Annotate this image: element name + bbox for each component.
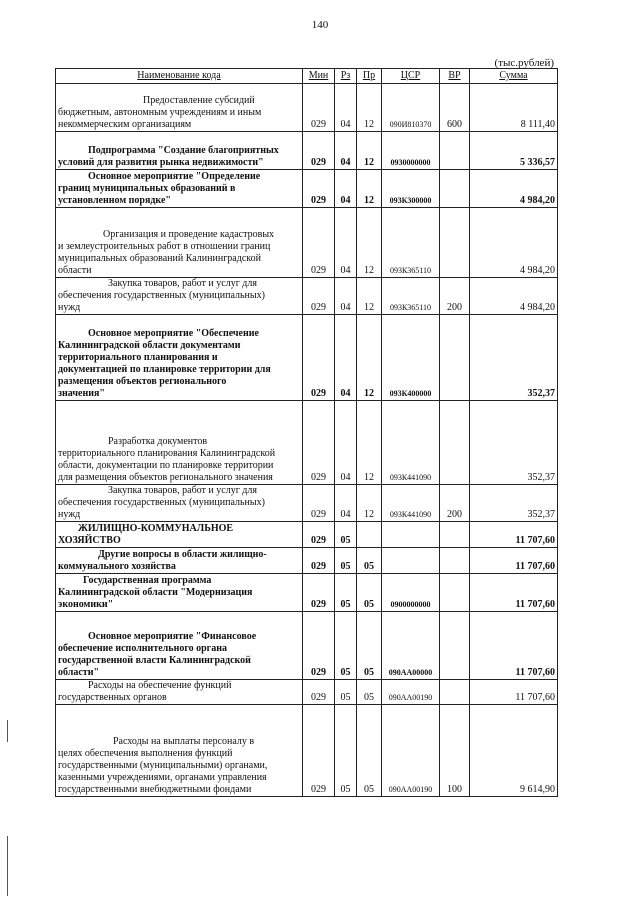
cell-pr <box>357 522 382 548</box>
cell-min: 029 <box>303 315 335 401</box>
cell-name-line: государственными внебюджетными фондами <box>58 784 252 795</box>
cell-min: 029 <box>303 705 335 797</box>
cell-pr: 05 <box>357 680 382 705</box>
cell-sum: 4 984,20 <box>470 208 558 278</box>
cell-min: 029 <box>303 522 335 548</box>
table-row <box>56 132 558 170</box>
cell-name-line <box>58 133 300 145</box>
cell-min: 029 <box>303 574 335 612</box>
cell-rz: 04 <box>335 208 357 278</box>
table-row <box>56 278 558 315</box>
cell-name <box>56 84 303 132</box>
cell-name <box>56 574 303 612</box>
cell-name <box>56 705 303 797</box>
cell-sum: 352,37 <box>470 401 558 485</box>
cell-rz: 05 <box>335 705 357 797</box>
cell-csr: 090АА00000 <box>382 612 440 680</box>
cell-vr: 200 <box>440 278 470 315</box>
cell-sum: 11 707,60 <box>470 574 558 612</box>
cell-name-line <box>58 424 300 436</box>
cell-name-line: Государственная программа <box>83 575 212 586</box>
cell-name-line: для размещения объектов регионального значения <box>58 472 273 483</box>
cell-csr: 0930000000 <box>382 132 440 170</box>
cell-name-line: казенными учреждениями, органами управления <box>58 772 267 783</box>
cell-name-line: коммунального хозяйства <box>58 561 176 572</box>
cell-pr: 12 <box>357 485 382 522</box>
cell-name-line: Основное мероприятие "Определение <box>88 171 261 182</box>
cell-rz: 04 <box>335 401 357 485</box>
cell-csr: 090И810370 <box>382 84 440 132</box>
cell-name-line: Закупка товаров, работ и услуг для <box>108 278 257 289</box>
cell-name <box>56 315 303 401</box>
table-row <box>56 84 558 132</box>
cell-csr: 093К441090 <box>382 401 440 485</box>
cell-vr <box>440 315 470 401</box>
cell-vr <box>440 401 470 485</box>
cell-min: 029 <box>303 170 335 208</box>
cell-sum: 11 707,60 <box>470 548 558 574</box>
table-row <box>56 680 558 705</box>
cell-vr <box>440 548 470 574</box>
cell-name <box>56 208 303 278</box>
cell-vr <box>440 612 470 680</box>
cell-name <box>56 485 303 522</box>
cell-name <box>56 278 303 315</box>
cell-name-line: Калининградской области "Модернизация <box>58 587 253 598</box>
cell-pr: 05 <box>357 705 382 797</box>
cell-name-line: Организация и проведение кадастровых <box>103 229 275 240</box>
cell-pr: 12 <box>357 278 382 315</box>
header-csr: ЦСР <box>382 69 440 84</box>
cell-rz: 04 <box>335 278 357 315</box>
cell-rz: 04 <box>335 84 357 132</box>
cell-rz: 04 <box>335 170 357 208</box>
cell-name-line: обеспечения государственных (муниципальных) <box>58 290 265 301</box>
cell-name-line: Основное мероприятие "Обеспечение <box>88 328 259 339</box>
cell-name-line: Расходы на обеспечение функций <box>88 680 232 691</box>
cell-vr <box>440 680 470 705</box>
cell-name <box>56 132 303 170</box>
cell-vr <box>440 522 470 548</box>
cell-csr: 093К365110 <box>382 208 440 278</box>
cell-name-line: государственными (муниципальными) органами, <box>58 760 268 771</box>
cell-rz: 05 <box>335 548 357 574</box>
cell-rz: 05 <box>335 612 357 680</box>
cell-rz: 05 <box>335 522 357 548</box>
table-body <box>56 84 558 797</box>
header-rz: Рз <box>335 69 357 84</box>
header-sum: Сумма <box>470 69 558 84</box>
cell-rz: 04 <box>335 485 357 522</box>
cell-name-line: Подпрограмма "Создание благоприятных <box>88 145 279 156</box>
cell-min: 029 <box>303 132 335 170</box>
cell-pr: 12 <box>357 208 382 278</box>
cell-rz: 05 <box>335 680 357 705</box>
cell-name-line: государственных органов <box>58 692 167 703</box>
cell-csr <box>382 548 440 574</box>
cell-sum: 11 707,60 <box>470 612 558 680</box>
margin-mark <box>7 836 8 896</box>
cell-min: 029 <box>303 548 335 574</box>
cell-name-line: обеспечения государственных (муниципальных) <box>58 497 265 508</box>
cell-name-line: документацией по планировке территории для <box>58 364 271 375</box>
table-row <box>56 401 558 485</box>
cell-name-line: Калининградской области документами <box>58 340 241 351</box>
cell-name <box>56 548 303 574</box>
cell-csr: 090АА00190 <box>382 680 440 705</box>
cell-pr: 05 <box>357 574 382 612</box>
page-number: 140 <box>311 19 329 31</box>
cell-pr: 12 <box>357 132 382 170</box>
cell-vr: 200 <box>440 485 470 522</box>
cell-name <box>56 170 303 208</box>
cell-name-line: области <box>58 265 92 276</box>
cell-sum: 352,37 <box>470 485 558 522</box>
cell-csr: 093К300000 <box>382 170 440 208</box>
cell-name-line <box>58 619 300 631</box>
cell-name-line: нужд <box>58 302 81 313</box>
cell-pr: 05 <box>357 548 382 574</box>
margin-mark <box>7 720 8 742</box>
units-label: (тыс.рублей) <box>494 57 554 69</box>
cell-name-line: некоммерческим организациям <box>58 119 192 130</box>
cell-min: 029 <box>303 208 335 278</box>
cell-name-line: Основное мероприятие "Финансовое <box>88 631 257 642</box>
table-row <box>56 485 558 522</box>
budget-table <box>55 68 558 797</box>
header-pr: Пр <box>357 69 382 84</box>
header-name: Наименование кода <box>56 69 303 84</box>
cell-name-line: Другие вопросы в области жилищно- <box>98 549 267 560</box>
header-min: Мин <box>303 69 335 84</box>
cell-name <box>56 522 303 548</box>
cell-sum: 11 707,60 <box>470 680 558 705</box>
cell-name <box>56 612 303 680</box>
cell-name-line: Разработка документов <box>108 436 208 447</box>
table-row <box>56 548 558 574</box>
cell-vr <box>440 574 470 612</box>
cell-min: 029 <box>303 485 335 522</box>
cell-vr <box>440 208 470 278</box>
cell-min: 029 <box>303 401 335 485</box>
cell-pr: 05 <box>357 612 382 680</box>
cell-min: 029 <box>303 612 335 680</box>
table-header-row <box>56 69 558 84</box>
cell-name-line: и землеустроительных работ в отношении границ <box>58 241 271 252</box>
table-row <box>56 170 558 208</box>
cell-name-line: значения" <box>58 388 105 399</box>
cell-name-line: экономики" <box>58 599 114 610</box>
cell-pr: 12 <box>357 315 382 401</box>
cell-sum: 8 111,40 <box>470 84 558 132</box>
cell-name-line: Расходы на выплаты персоналу в <box>113 736 255 747</box>
cell-min: 029 <box>303 84 335 132</box>
cell-rz: 04 <box>335 132 357 170</box>
cell-name-line: области, документации по планировке территории <box>58 460 274 471</box>
table-row <box>56 208 558 278</box>
cell-csr <box>382 522 440 548</box>
cell-vr <box>440 170 470 208</box>
cell-name-line: территориального планирования Калининградской <box>58 448 276 459</box>
cell-name-line: обеспечение исполнительного органа <box>58 643 227 654</box>
cell-rz: 04 <box>335 315 357 401</box>
cell-name-line: установленном порядке" <box>58 195 171 206</box>
table-row <box>56 612 558 680</box>
cell-name-line <box>58 712 300 724</box>
cell-pr: 12 <box>357 170 382 208</box>
cell-vr <box>440 132 470 170</box>
cell-name-line <box>58 217 300 229</box>
cell-name-line: ХОЗЯЙСТВО <box>58 535 121 546</box>
cell-min: 029 <box>303 680 335 705</box>
cell-vr: 600 <box>440 84 470 132</box>
table-row <box>56 522 558 548</box>
cell-rz: 05 <box>335 574 357 612</box>
cell-name-line: размещения объектов регионального <box>58 376 227 387</box>
cell-sum: 4 984,20 <box>470 278 558 315</box>
cell-vr: 100 <box>440 705 470 797</box>
cell-csr: 0900000000 <box>382 574 440 612</box>
cell-pr: 12 <box>357 84 382 132</box>
table-row <box>56 315 558 401</box>
cell-csr: 093К365110 <box>382 278 440 315</box>
cell-name-line: Закупка товаров, работ и услуг для <box>108 485 257 496</box>
cell-name-line: территориального планирования и <box>58 352 218 363</box>
cell-name-line: государственной власти Калининградской <box>58 655 251 666</box>
cell-name-line: области" <box>58 667 100 678</box>
cell-sum: 11 707,60 <box>470 522 558 548</box>
cell-sum: 9 614,90 <box>470 705 558 797</box>
cell-name-line: условий для развития рынка недвижимости" <box>58 157 264 168</box>
cell-name-line: нужд <box>58 509 81 520</box>
cell-name-line <box>58 412 300 424</box>
table-row <box>56 574 558 612</box>
cell-name-line: бюджетным, автономным учреждениям и иным <box>58 107 262 118</box>
cell-csr: 090АА00190 <box>382 705 440 797</box>
cell-pr: 12 <box>357 401 382 485</box>
cell-csr: 093К441090 <box>382 485 440 522</box>
cell-name-line <box>58 724 300 736</box>
cell-name-line: границ муниципальных образований в <box>58 183 236 194</box>
cell-name-line: Предоставление субсидий <box>143 95 255 106</box>
table-row <box>56 705 558 797</box>
header-vr: ВР <box>440 69 470 84</box>
cell-csr: 093К400000 <box>382 315 440 401</box>
cell-name-line: целях обеспечения выполнения функций <box>58 748 233 759</box>
cell-sum: 5 336,57 <box>470 132 558 170</box>
cell-name-line: муниципальных образований Калининградской <box>58 253 261 264</box>
cell-name <box>56 401 303 485</box>
cell-name <box>56 680 303 705</box>
cell-sum: 352,37 <box>470 315 558 401</box>
cell-name-line: ЖИЛИЩНО-КОММУНАЛЬНОЕ <box>78 523 234 534</box>
cell-min: 029 <box>303 278 335 315</box>
cell-sum: 4 984,20 <box>470 170 558 208</box>
